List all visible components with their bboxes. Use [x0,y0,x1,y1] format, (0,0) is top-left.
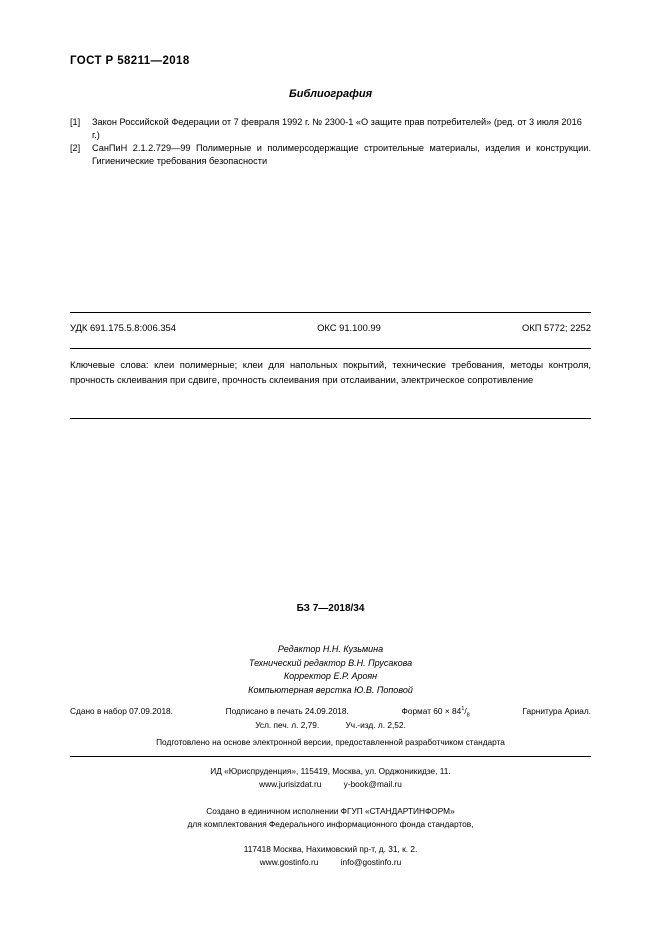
publisher-contacts [0,778,661,791]
publisher-website[interactable]: www.jurisizdat.ru [259,778,322,789]
print-info-line-1 [70,706,591,719]
created-line-2: для комплектования Федерального информационного фонда стандартов, [187,818,474,829]
typeface: Гарнитура Ариал. [522,706,591,716]
bibliography-list [70,116,591,169]
credit-technical-editor: Технический редактор В.Н. Прусакова [248,657,413,668]
credit-corrector: Корректор Е.Р. Ароян [283,671,378,681]
paper-format: Формат $60 \times 84^1/_8$ [401,706,470,719]
reference-text: Закон Российской Федерации от 7 февраля 1992 г. № 2300-1 «О защите прав потребителей» (ред. от 3 июля 2016 г.) [92,117,582,140]
created-line-1: Создано в единичном исполнении ФГУП «СТАНДАРТИНФОРМ» [206,806,455,816]
credit-editor: Редактор Н.Н. Кузьмина [277,644,384,654]
credit-layout: Компьютерная верстка Ю.В. Поповой [248,684,413,695]
based-on-note: Подготовлено на основе электронной версии, предоставленной разработчиком стандарта [156,737,505,747]
bibliography-title: Библиография [288,88,373,100]
created-by-block [0,805,661,831]
reference-text: СанПиН 2.1.2.729—99 Полимерные и полимерсодержащие строительные материалы, изделия и конструкции. Гигиенические требования безопасности [92,143,591,167]
keywords-text: Ключевые слова: клеи полимерные; клеи для напольных покрытий, технические требования, методы контроля, прочность склеивания при сдвиге, прочность склеивания при отслаивании, электрическое сопротивление [70,359,591,385]
okp-code: ОКП 5772; 2252 [521,322,591,333]
publisher-block [0,765,661,791]
signed-date: Подписано в печать 24.09.2018. [225,706,349,716]
page-header-standard-id: ГОСТ Р 58211—2018 [70,55,190,67]
reference-number: [2] [70,143,81,154]
oks-code: ОКС 91.100.99 [317,322,381,333]
bz-code: БЗ 7—2018/34 [296,603,365,614]
divider-bottom [70,418,591,419]
publisher-name-address: ИД «Юриспруденция», 115419, Москва, ул. Орджоникидзе, 11. [210,766,451,776]
list-item [70,142,591,167]
uch-izd: Уч.-изд. л. 2,52. [345,720,406,730]
gostinfo-email[interactable]: info@gostinfo.ru [340,856,402,867]
standartinform-address-block [0,843,661,869]
gostinfo-website[interactable]: www.gostinfo.ru [259,856,319,867]
divider-footer [70,756,591,757]
divider-top [70,312,591,313]
address-contacts [0,856,661,869]
divider-middle [70,348,591,349]
udk-code: УДК 691.175.5.8:006.354 [70,322,176,333]
publisher-email[interactable]: y-book@mail.ru [343,778,402,789]
credits-block [0,643,661,697]
print-info-line-2 [0,720,661,730]
usl-pech: Усл. печ. л. 2,79. [255,720,320,730]
list-item [70,116,591,141]
address-line: 117418 Москва, Нахимовский пр-т, д. 31, к. 2. [243,844,418,854]
classification-codes [70,322,591,333]
reference-number: [1] [70,117,81,127]
typeset-date: Сдано в набор 07.09.2018. [70,706,173,716]
